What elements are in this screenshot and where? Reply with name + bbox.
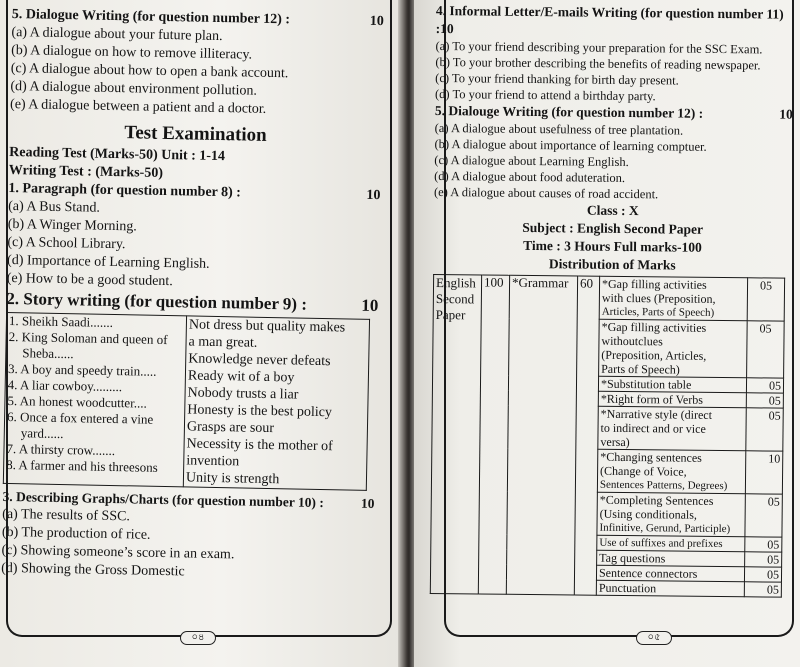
topic-marks-cell: 05: [746, 393, 783, 408]
story-moral: Necessity is the mother of: [186, 436, 333, 455]
topic-line: Sentence connectors: [598, 565, 698, 581]
paragraph-heading: 1. Paragraph (for question number 8) :: [8, 180, 242, 201]
list-item: (a) To your friend describing your preparation for the SSC Exam.: [435, 38, 763, 57]
story-moral: invention: [186, 453, 240, 470]
topic-marks-cell: 05: [744, 567, 781, 582]
topic-marks-cell: 05: [747, 321, 785, 378]
story-title: 4. A liar cowboy.........: [7, 376, 123, 395]
list-item: (e) A dialogue between a patient and a doctor.: [9, 96, 267, 117]
marks-distribution-table: [430, 274, 785, 598]
topic-marks-cell: 05: [744, 582, 781, 597]
story-marks: 10: [361, 295, 379, 316]
topic-cell: [598, 376, 746, 393]
topic-marks-cell: 05: [746, 378, 783, 393]
subject-label: Subject : English Second Paper: [522, 219, 704, 237]
story-titles-cell: [3, 312, 186, 486]
grammar-cell: *Grammar: [506, 275, 577, 595]
table-row: [3, 312, 369, 490]
topic-cell: [597, 492, 745, 537]
left-page-number: ০৪: [180, 631, 216, 645]
list-item: (b) The production of rice.: [1, 524, 151, 543]
story-moral: Knowledge never defeats: [188, 351, 331, 370]
topic-marks-cell: 05: [746, 408, 783, 451]
topic-cell: [597, 449, 745, 494]
topic-cell: [599, 276, 747, 321]
topic-line: *Completing Sentences: [599, 492, 714, 508]
topic-line: *Narrative style (direct: [600, 406, 713, 422]
topic-line: (Using conditionals,: [599, 506, 698, 522]
list-item: (d) Showing the Gross Domestic: [1, 560, 185, 580]
story-moral: Nobody trusts a liar: [187, 385, 299, 403]
topic-cell: [599, 319, 748, 378]
left-page-content: [1, 6, 384, 585]
topic-line: Parts of Speech): [601, 361, 680, 377]
right-dialogue-marks: 10: [779, 106, 793, 122]
subject-line: English: [435, 275, 476, 291]
list-item: (a) A Bus Stand.: [8, 198, 101, 216]
topic-line: Punctuation: [598, 580, 657, 596]
list-item: (a) A dialogue about your future plan.: [11, 24, 223, 45]
subject-line: Paper: [435, 307, 466, 323]
story-title: 7. A thirsty crow.......: [6, 440, 116, 459]
list-item: (b) A Winger Morning.: [7, 216, 137, 235]
topic-marks-cell: 05: [745, 494, 782, 537]
test-examination-title: Test Examination: [124, 122, 267, 146]
story-moral: Unity is strength: [185, 470, 280, 488]
story-heading: 2. Story writing (for question number 9) :: [6, 288, 308, 314]
reading-test-heading: Reading Test (Marks-50) Unit : 1-14: [9, 144, 226, 165]
list-item: (b) A dialogue about importance of learning comptuer.: [434, 136, 707, 154]
list-item: (d) To your friend to attend a birthday party.: [434, 86, 656, 104]
subject-line: Second: [435, 291, 475, 307]
topic-line: *Gap filling activities: [601, 276, 707, 292]
story-moral: Not dress but quality makes: [188, 317, 346, 336]
topic-line: *Right form of Verbs: [600, 391, 704, 407]
story-title: 6. Once a fox entered a vine: [6, 408, 154, 427]
story-title: 5. An honest woodcutter....: [7, 392, 147, 411]
class-label: Class : X: [586, 202, 639, 219]
table-row: [433, 274, 784, 321]
topic-line: *Gap filling activities: [601, 319, 707, 335]
letter-heading: 4. Informal Letter/E-mails Writing (for question number 11) :10: [435, 2, 784, 37]
list-item: (d) A dialogue about environment pollution.: [10, 78, 258, 99]
story-moral: Honesty is the best policy: [187, 402, 333, 421]
topic-cell: [598, 406, 746, 451]
list-item: (d) Importance of Learning English.: [6, 252, 210, 272]
writing-test-heading: Writing Test : (Marks-50): [8, 162, 164, 181]
right-page-number: ০৫: [636, 631, 672, 645]
list-item: (a) The results of SSC.: [2, 506, 131, 525]
topic-marks-cell: 10: [745, 451, 782, 494]
topic-marks-cell: 05: [747, 278, 784, 321]
list-item: (c) To your friend thanking for birth day present.: [435, 70, 679, 88]
distribution-heading: Distribution of Marks: [548, 256, 676, 273]
story-title: 8. A farmer and his threesons: [6, 456, 158, 475]
story-moral: Grasps are sour: [186, 419, 275, 437]
topic-line: (Preposition, Articles,: [601, 347, 707, 363]
list-item: (e) How to be a good student.: [6, 270, 173, 290]
grammar-marks-cell: 60: [574, 276, 599, 595]
topic-line: Sentences Patterns, Degrees): [599, 478, 728, 493]
topic-line: *Changing sentences: [600, 449, 702, 465]
graphs-marks: 10: [360, 495, 375, 512]
story-moral: a man great.: [188, 334, 258, 351]
right-page-content: [430, 2, 794, 598]
topic-cell: [597, 535, 745, 552]
story-title: yard......: [20, 425, 64, 442]
story-title: Sheba......: [22, 345, 74, 362]
topic-cell: [596, 580, 744, 597]
list-item: (c) A School Library.: [7, 234, 126, 253]
total-marks-cell: 100: [478, 275, 509, 594]
list-item: (c) A dialogue about Learning English.: [434, 152, 629, 170]
topic-line: *Substitution table: [600, 376, 692, 392]
topic-line: Tag questions: [599, 550, 666, 566]
story-morals-cell: [183, 316, 369, 490]
topic-line: versa): [600, 434, 630, 450]
story-title: 2. King Soloman and queen of: [8, 328, 168, 348]
topic-line: Articles, Parts of Speech): [601, 305, 715, 319]
story-title: 3. A boy and speedy train.....: [7, 360, 157, 379]
topic-cell: [598, 391, 746, 408]
list-item: (d) A dialogue about food aduteration.: [434, 168, 626, 185]
right-dialogue-heading: 5. Dialouge Writing (for question number 12) :: [434, 102, 704, 121]
topic-line: withoutclues: [601, 333, 663, 349]
topic-cell: [596, 565, 744, 582]
topic-marks-cell: 05: [745, 552, 782, 567]
right-page: [414, 0, 800, 667]
list-item: (b) To your brother describing the benefits of reading newspaper.: [435, 54, 761, 73]
time-label: Time : 3 Hours Full marks-100: [523, 237, 702, 255]
story-title: 1. Sheikh Saadi.......: [8, 313, 114, 330]
topic-marks-cell: 05: [745, 537, 782, 552]
subject-cell: [430, 274, 481, 593]
topic-line: Use of suffixes and prefixes: [599, 536, 723, 551]
topic-line: (Change of Voice,: [600, 463, 687, 479]
list-item: (a) A dialogue about usefulness of tree plantation.: [434, 120, 684, 138]
story-table: [3, 312, 370, 491]
dialogue-heading: 5. Dialogue Writing (for question number 12) :: [11, 6, 291, 28]
paragraph-marks: 10: [366, 187, 381, 204]
list-item: (b) A dialogue on how to remove illiteracy.: [11, 42, 253, 63]
list-item: (e) A dialogue about causes of road accident.: [433, 184, 659, 202]
topic-cell: [597, 550, 745, 567]
topic-line: Infinitive, Gerund, Participle): [599, 521, 731, 536]
dialogue-marks: 10: [369, 13, 384, 30]
story-moral: Ready wit of a boy: [187, 368, 295, 386]
list-item: (c) Showing someone’s score in an exam.: [1, 542, 235, 563]
graphs-heading: 3. Describing Graphs/Charts (for question number 10) :: [2, 488, 324, 511]
list-item: (c) A dialogue about how to open a bank account.: [10, 60, 289, 82]
topic-line: with clues (Preposition,: [601, 290, 716, 306]
topic-line: to indirect and or vice: [600, 420, 706, 436]
